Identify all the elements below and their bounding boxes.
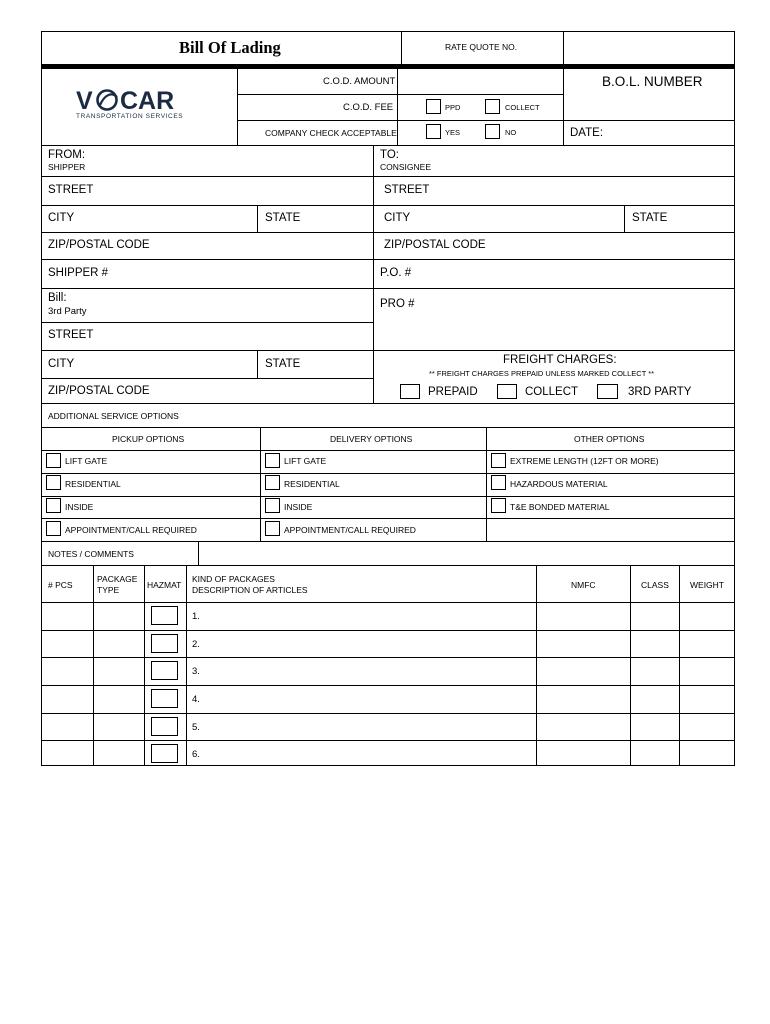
pickup-lift-gate-checkbox[interactable] [46, 453, 61, 468]
right-line-2 [373, 205, 735, 206]
left-line-6 [41, 322, 373, 323]
svg-text:CAR: CAR [120, 88, 175, 112]
header-description: DESCRIPTION OF ARTICLES [192, 585, 308, 595]
bill-state-label: STATE [265, 358, 301, 370]
shipper-zip-label: ZIP/POSTAL CODE [48, 239, 150, 251]
left-line-2 [41, 205, 373, 206]
hazmat-checkbox[interactable] [151, 689, 178, 708]
hazardous-material-checkbox[interactable] [491, 475, 506, 490]
bonded-material-checkbox[interactable] [491, 498, 506, 513]
freight-collect-label: COLLECT [525, 386, 579, 398]
cod-label-divider [397, 68, 398, 146]
delivery-lift-gate-checkbox[interactable] [265, 453, 280, 468]
pickup-inside-checkbox[interactable] [46, 498, 61, 513]
cod-row-line-1 [237, 94, 563, 95]
hazmat-checkbox[interactable] [151, 606, 178, 625]
cod-collect-label: COLLECT [505, 103, 540, 112]
left-line-5 [41, 288, 373, 289]
other-options-header: OTHER OPTIONS [574, 434, 645, 444]
table-row-number: 3. [192, 666, 200, 677]
left-line-7 [41, 350, 735, 351]
table-row-line-2 [41, 657, 735, 658]
third-party-label: 3RD PARTY [628, 386, 692, 398]
notes-label: NOTES / COMMENTS [48, 549, 134, 559]
left-line-1 [41, 176, 373, 177]
other-option-label: HAZARDOUS MATERIAL [510, 479, 608, 489]
address-center-divider [373, 145, 374, 404]
consignee-street-label: STREET [384, 184, 430, 196]
delivery-residential-checkbox[interactable] [265, 475, 280, 490]
table-col-2 [144, 565, 145, 766]
consignee-zip-label: ZIP/POSTAL CODE [384, 239, 486, 251]
bol-number-label: B.O.L. NUMBER [602, 74, 703, 89]
service-col-divider-1 [260, 427, 261, 542]
shipper-street-label: STREET [48, 184, 94, 196]
shipper-label: SHIPPER [48, 162, 86, 172]
cod-collect-checkbox[interactable] [485, 99, 500, 114]
delivery-option-label: LIFT GATE [284, 456, 327, 466]
table-col-3 [186, 565, 187, 766]
page-title: Bill Of Lading [179, 38, 281, 57]
po-label: P.O. # [380, 267, 412, 279]
pickup-option-label: RESIDENTIAL [65, 479, 121, 489]
right-line-3 [373, 232, 735, 233]
table-row-line-1 [41, 630, 735, 631]
delivery-option-label: APPOINTMENT/CALL REQUIRED [284, 525, 416, 535]
table-row-number: 4. [192, 694, 200, 705]
vocar-logo-icon [76, 88, 201, 112]
pickup-option-label: APPOINTMENT/CALL REQUIRED [65, 525, 197, 535]
pickup-option-label: LIFT GATE [65, 456, 108, 466]
right-line-1 [373, 176, 735, 177]
delivery-option-label: RESIDENTIAL [284, 479, 340, 489]
cod-value-divider [563, 68, 564, 146]
delivery-appointment-checkbox[interactable] [265, 521, 280, 536]
check-no-checkbox[interactable] [485, 124, 500, 139]
header-weight: WEIGHT [690, 580, 724, 590]
ppd-checkbox[interactable] [426, 99, 441, 114]
to-label: TO: [380, 149, 399, 161]
service-heading: ADDITIONAL SERVICE OPTIONS [48, 411, 179, 421]
shipper-number-label: SHIPPER # [48, 267, 109, 279]
check-no-label: NO [505, 128, 517, 137]
header-package-type: PACKAGE [97, 574, 138, 584]
hazmat-checkbox[interactable] [151, 661, 178, 680]
svg-text:V: V [76, 88, 93, 112]
table-row-line-5 [41, 740, 735, 741]
header-class: CLASS [641, 580, 669, 590]
shipper-from-field[interactable] [43, 147, 372, 175]
rate-quote-field[interactable] [563, 31, 735, 67]
service-row-line-3 [41, 496, 735, 497]
notes-divider [198, 541, 199, 566]
check-yes-label: YES [445, 128, 461, 137]
table-col-5 [630, 565, 631, 766]
left-line-3 [41, 232, 373, 233]
check-yes-checkbox[interactable] [426, 124, 441, 139]
extreme-length-checkbox[interactable] [491, 453, 506, 468]
left-state-divider-2 [257, 350, 258, 378]
other-option-label: EXTREME LENGTH (12FT OR MORE) [510, 456, 659, 466]
delivery-option-label: INSIDE [284, 502, 313, 512]
bol-number-field[interactable] [565, 95, 734, 119]
header-pcs: # PCS [48, 580, 73, 590]
shipper-state-label: STATE [265, 212, 301, 224]
rate-quote-label: RATE QUOTE NO. [445, 42, 518, 52]
third-party-checkbox[interactable] [597, 384, 618, 399]
other-option-label: T&E BONDED MATERIAL [510, 502, 610, 512]
table-row-line-3 [41, 685, 735, 686]
hazmat-checkbox[interactable] [151, 717, 178, 736]
pickup-option-label: INSIDE [65, 502, 94, 512]
bill-third-party-label: 3rd Party [48, 306, 87, 317]
company-logo [76, 88, 201, 124]
hazmat-checkbox[interactable] [151, 634, 178, 653]
delivery-options-header: DELIVERY OPTIONS [330, 434, 413, 444]
table-row-line-4 [41, 713, 735, 714]
from-label: FROM: [48, 149, 86, 161]
bill-street-label: STREET [48, 329, 94, 341]
cod-amount-label: C.O.D. AMOUNT [323, 76, 396, 87]
delivery-inside-checkbox[interactable] [265, 498, 280, 513]
hazmat-checkbox[interactable] [151, 744, 178, 763]
table-row-number: 5. [192, 722, 200, 733]
left-line-4 [41, 259, 373, 260]
cod-fee-label: C.O.D. FEE [343, 102, 394, 113]
consignee-city-label: CITY [384, 212, 411, 224]
consignee-label: CONSIGNEE [380, 162, 432, 172]
consignee-state-label: STATE [632, 212, 668, 224]
service-row-line-2 [41, 473, 735, 474]
date-label: DATE: [570, 127, 604, 139]
header-package-type-2: TYPE [97, 585, 120, 595]
notes-field[interactable] [200, 543, 734, 565]
table-col-1 [93, 565, 94, 766]
company-check-label: COMPANY CHECK ACCEPTABLE [265, 128, 397, 138]
prepaid-checkbox[interactable] [400, 384, 420, 399]
bill-city-label: CITY [48, 358, 75, 370]
prepaid-label: PREPAID [428, 386, 478, 398]
freight-charges-title: FREIGHT CHARGES: [503, 354, 617, 366]
cod-amount-field[interactable] [399, 70, 562, 93]
logo-tagline: TRANSPORTATION SERVICES [76, 113, 184, 120]
shipper-city-label: CITY [48, 212, 75, 224]
table-row-number: 1. [192, 611, 200, 622]
left-state-divider-1 [257, 205, 258, 232]
pickup-residential-checkbox[interactable] [46, 475, 61, 490]
service-row-line-1 [41, 450, 735, 451]
right-line-5 [373, 288, 735, 289]
table-col-4 [536, 565, 537, 766]
right-line-4 [373, 259, 735, 260]
freight-collect-checkbox[interactable] [497, 384, 517, 399]
service-row-line-4 [41, 518, 735, 519]
table-col-6 [679, 565, 680, 766]
table-row-number: 6. [192, 749, 200, 760]
pro-label: PRO # [380, 298, 415, 310]
pickup-options-header: PICKUP OPTIONS [112, 434, 185, 444]
bill-zip-label: ZIP/POSTAL CODE [48, 385, 150, 397]
header-nmfc: NMFC [571, 580, 596, 590]
right-state-divider [624, 205, 625, 232]
logo-divider [237, 68, 238, 146]
header-hazmat: HAZMAT [147, 580, 182, 590]
header-kind: KIND OF PACKAGES [192, 574, 275, 584]
consignee-to-field[interactable] [375, 147, 734, 175]
table-header-line [41, 602, 735, 603]
cod-row-line-2 [237, 120, 735, 121]
left-line-8 [41, 378, 373, 379]
ppd-label: PPD [445, 103, 461, 112]
table-row-number: 2. [192, 639, 200, 650]
service-col-divider-2 [486, 427, 487, 542]
freight-charges-note: ** FREIGHT CHARGES PREPAID UNLESS MARKED COLLECT ** [429, 369, 655, 378]
bill-label: Bill: [48, 292, 67, 304]
pickup-appointment-checkbox[interactable] [46, 521, 61, 536]
